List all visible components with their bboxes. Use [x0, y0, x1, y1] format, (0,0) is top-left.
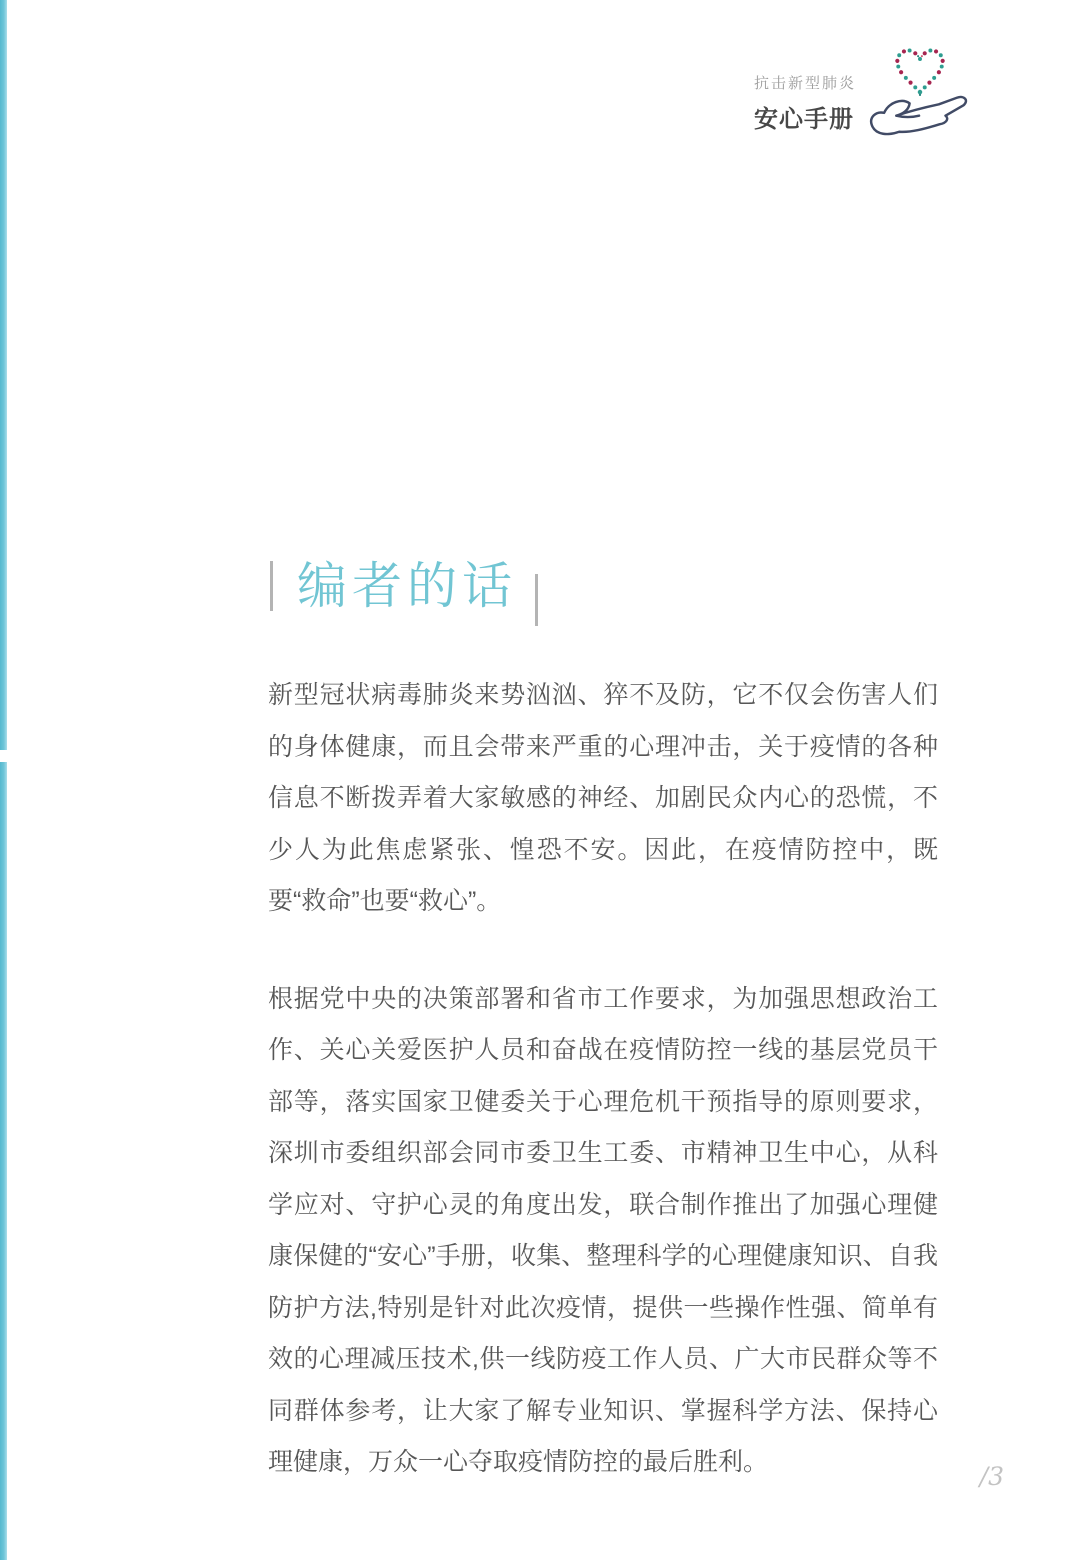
- page-title: 编者的话: [297, 558, 517, 614]
- heart-in-hand-logo: [864, 42, 976, 144]
- header-brand-title: 安心手册: [753, 106, 854, 133]
- hand-icon: [871, 97, 966, 134]
- page-number: /3: [979, 1462, 1004, 1491]
- header: [754, 42, 976, 144]
- section-title-block: [270, 554, 538, 626]
- body-content: [268, 670, 938, 1489]
- title-left-rule: [270, 561, 273, 611]
- header-text: [754, 72, 856, 134]
- heart-icon: [895, 49, 944, 97]
- left-accent-bar-top: [0, 0, 7, 750]
- paragraph-1: 新型冠状病毒肺炎来势汹汹、猝不及防，它不仅会伤害人们的身体健康，而且会带来严重的心理冲击，关于疫情的各种信息不断拨弄着大家敏感的神经、加剧民众内心的恐慌，不少人为此焦虑紧张、惶恐不安。因此，在疫情防控中，既要“救命”也要“救心”。: [268, 681, 938, 915]
- header-tagline: 抗击新型肺炎: [753, 75, 856, 92]
- left-accent-bar-bottom: [0, 762, 7, 1560]
- paragraph-2: 根据党中央的决策部署和省市工作要求，为加强思想政治工作、关心关爱医护人员和奋战在疫情防控一线的基层党员干部等，落实国家卫健委关于心理危机干预指导的原则要求，深圳市委组织部会同市委卫生工委、市精神卫生中心，从科学应对、守护心灵的角度出发，联合制作推出了加强心理健康保健的“安心”手册，收集、整理科学的心理健康知识、自我防护方法,特别是针对此次疫情，提供一些操作性强、简单有效的心理减压技术,供一线防疫工作人员、广大市民群众等不同群体参考，让大家了解专业知识、掌握科学方法、保持心理健康，万众一心夺取疫情防控的最后胜利。: [268, 984, 938, 1476]
- title-right-rule: [535, 574, 538, 626]
